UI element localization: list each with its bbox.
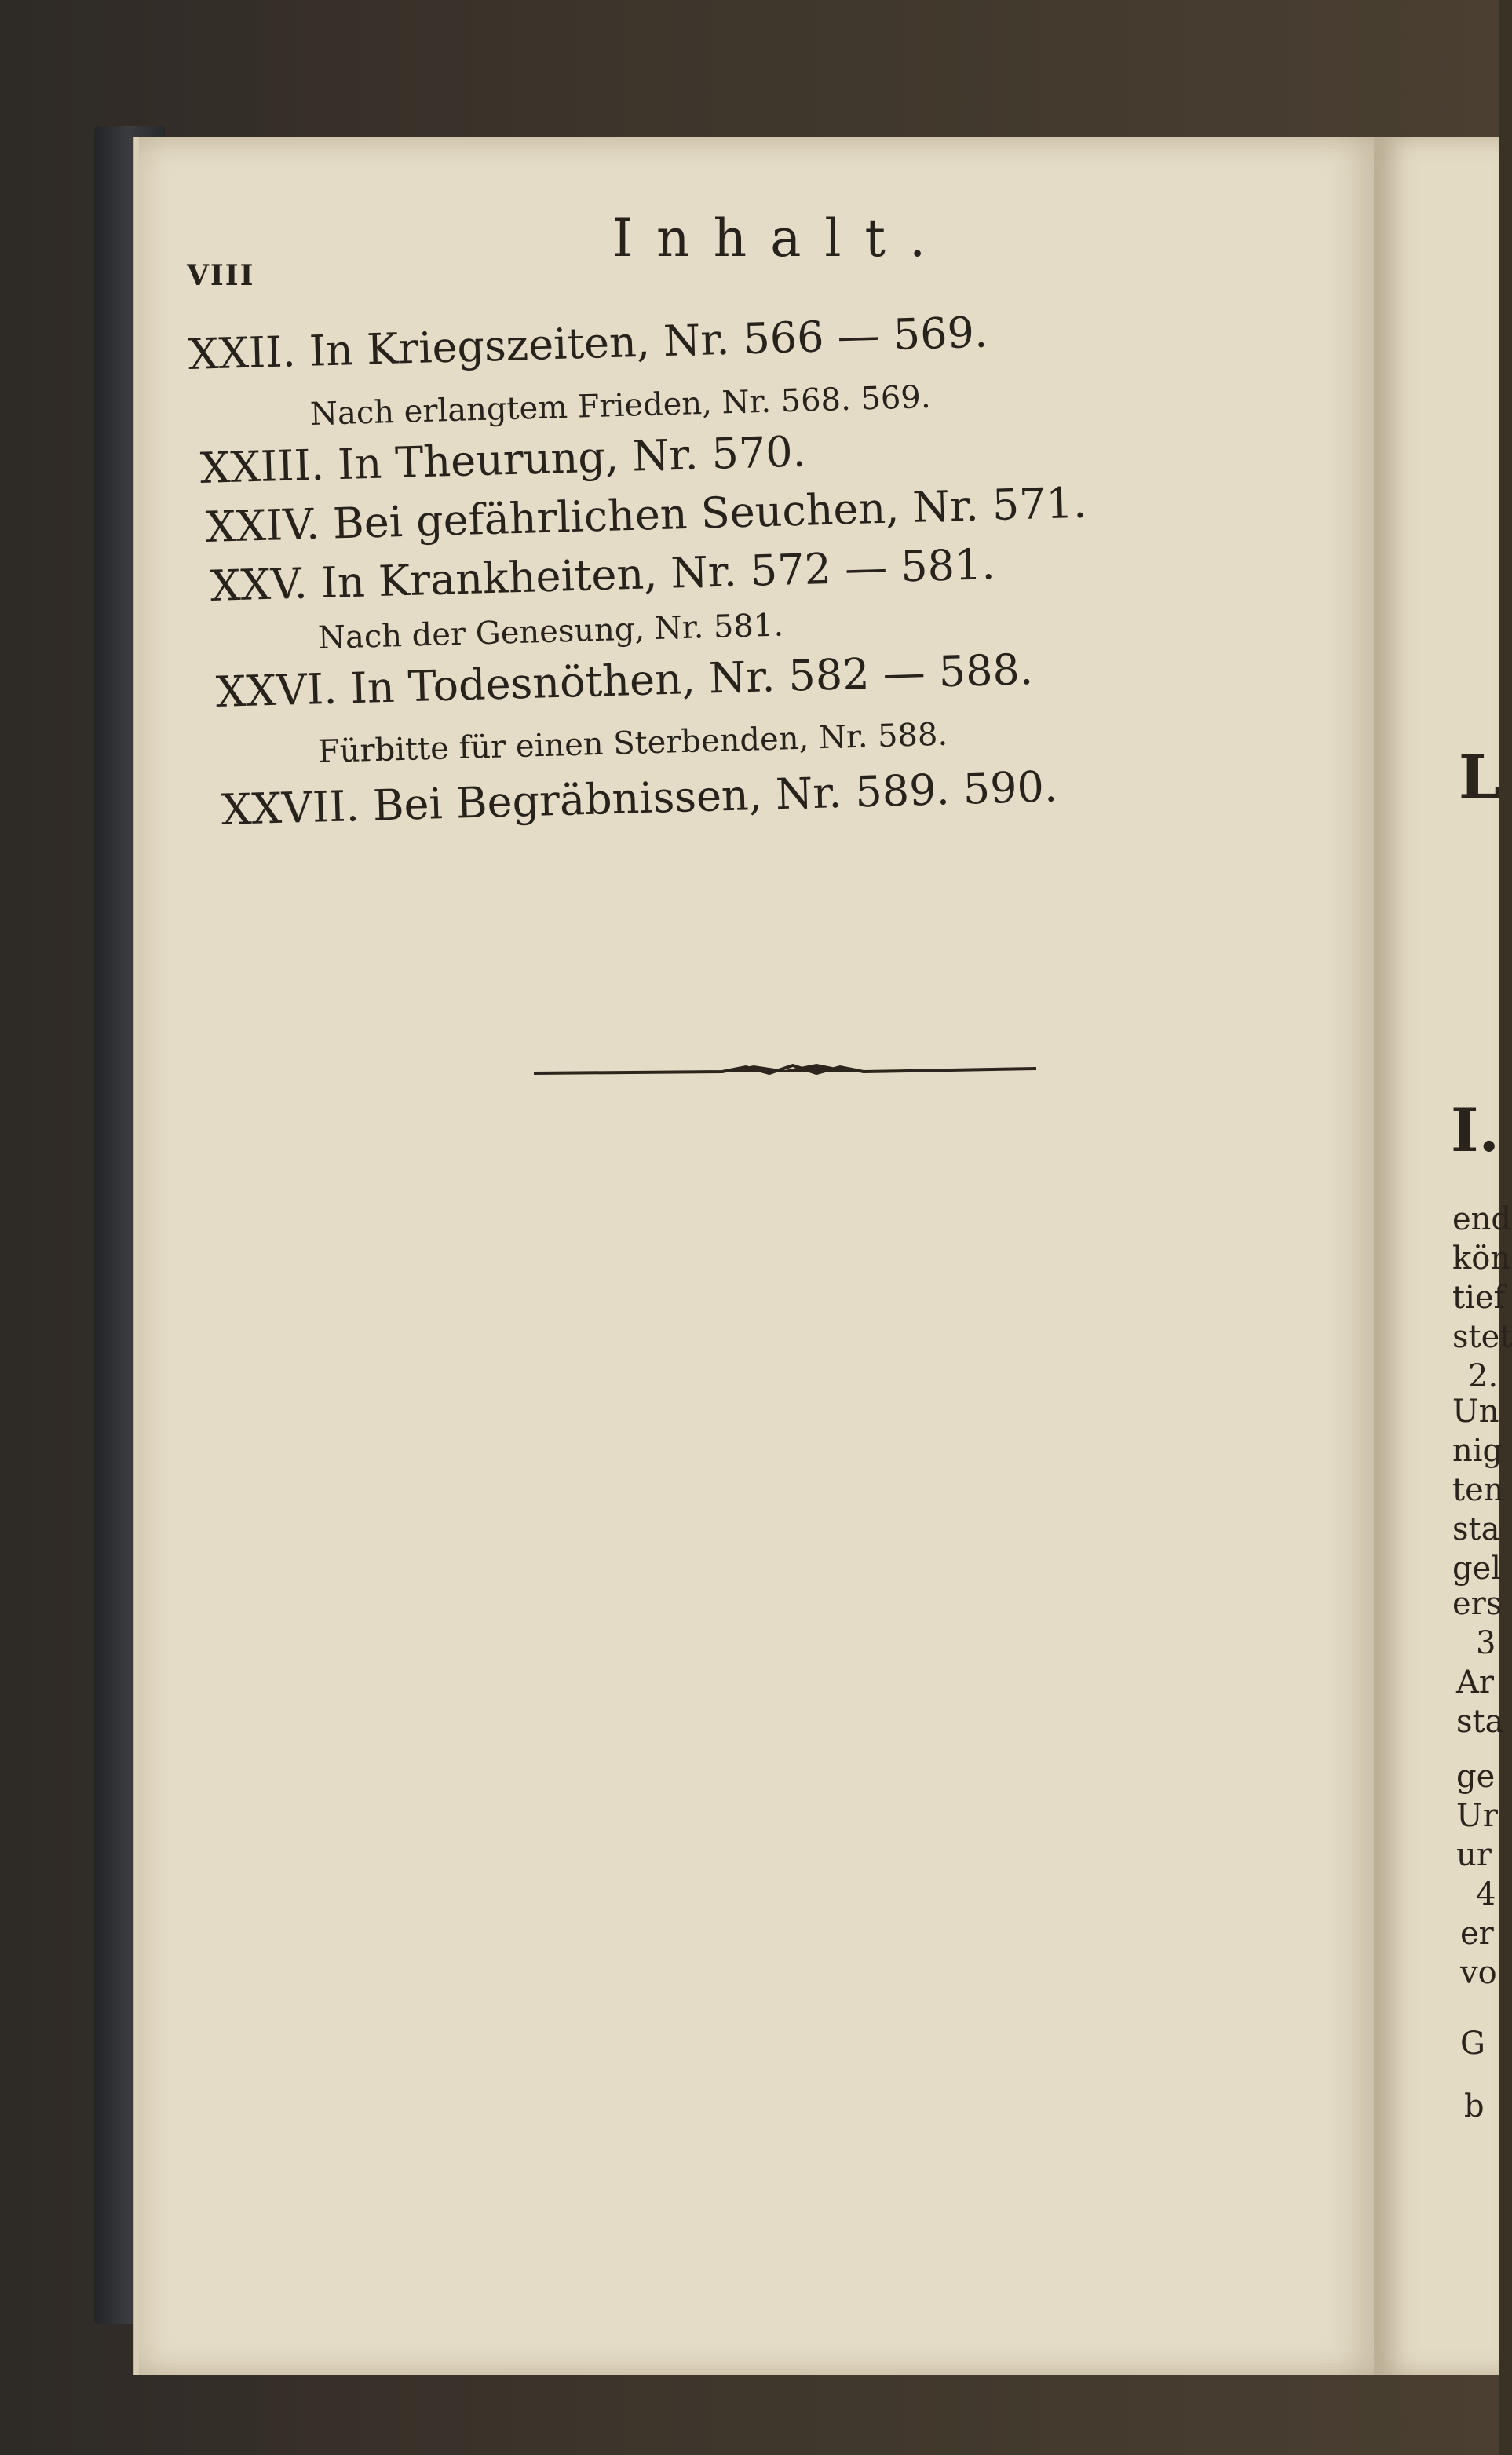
sub-entry-dying: Fürbitte für einen Sterbenden, Nr. 588. — [317, 716, 948, 770]
ornament-divider — [534, 1056, 1036, 1087]
page-edge — [133, 137, 139, 2375]
right-fragment: G — [1460, 2026, 1485, 2062]
right-fragment: er — [1460, 1916, 1494, 1952]
right-fragment: kön — [1452, 1240, 1511, 1277]
page-heading: Inhalt. — [612, 208, 950, 269]
entry-xxiii: XXIII. In Theurung, Nr. 570. — [199, 426, 807, 493]
right-fragment: Un — [1452, 1394, 1499, 1430]
right-fragment: sta — [1456, 1704, 1504, 1740]
sub-entry-recovery: Nach der Genesung, Nr. 581. — [317, 607, 784, 656]
entry-xxv: XXV. In Krankheiten, Nr. 572 — 581. — [210, 539, 996, 611]
right-fragment-heading: I. — [1451, 1095, 1500, 1165]
right-fragment: gel — [1452, 1551, 1502, 1587]
sub-entry-peace: Nach erlangtem Frieden, Nr. 568. 569. — [309, 378, 932, 433]
entry-xxvii: XXVII. Bei Begräbnissen, Nr. 589. 590. — [221, 762, 1058, 835]
right-fragment: ers — [1452, 1586, 1503, 1622]
entry-xxvi: XXVI. In Todesnöthen, Nr. 582 — 588. — [215, 644, 1034, 717]
right-fragment: end — [1452, 1201, 1512, 1237]
right-fragment: Ar — [1456, 1664, 1495, 1701]
entry-xxii: XXII. In Kriegszeiten, Nr. 566 — 569. — [188, 307, 988, 379]
right-fragment: 3 — [1476, 1625, 1496, 1661]
right-fragment: ur — [1456, 1837, 1492, 1873]
right-fragment: b — [1464, 2088, 1485, 2124]
right-fragment: ten — [1452, 1472, 1504, 1508]
entry-xxiv: XXIV. Bei gefährlichen Seuchen, Nr. 571. — [205, 477, 1087, 552]
right-fragment: vo — [1460, 1955, 1497, 1991]
right-fragment: nig — [1452, 1433, 1503, 1469]
right-fragment: ge — [1456, 1759, 1496, 1795]
right-fragment: 4 — [1476, 1876, 1496, 1912]
right-fragment: sta — [1452, 1511, 1500, 1547]
right-fragment: Ur — [1456, 1798, 1498, 1834]
right-fragment-letter: L — [1459, 742, 1501, 812]
page-number: VIII — [187, 259, 255, 292]
right-fragment: tief — [1452, 1280, 1506, 1316]
right-fragment: 2. — [1468, 1358, 1499, 1394]
right-fragment: stet — [1452, 1319, 1512, 1355]
